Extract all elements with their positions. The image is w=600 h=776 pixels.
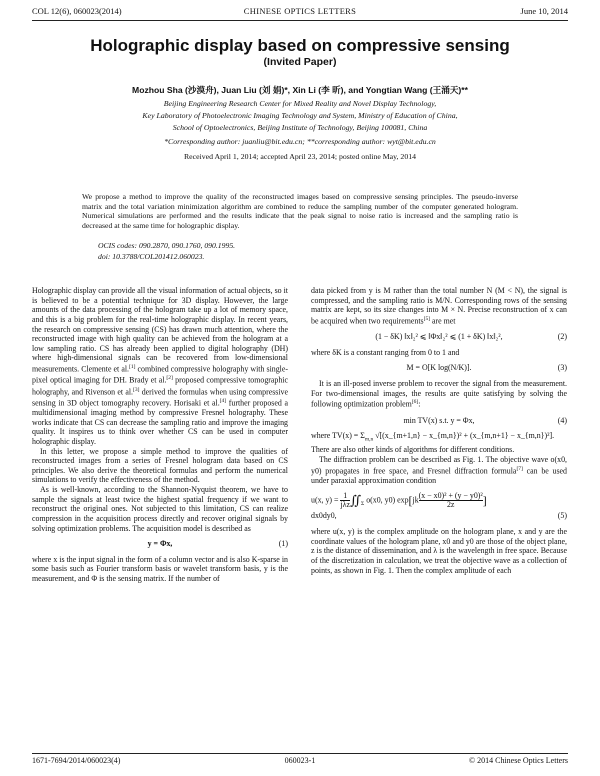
left-column xyxy=(32,286,288,584)
issn: 1671-7694/2014/060023(4) xyxy=(32,756,121,765)
corresponding-author: *Corresponding author: juanliu@bit.edu.cn; **corresponding author: wyt@bit.edu.cn xyxy=(164,137,436,146)
paragraph: where δK is a constant ranging from 0 to 1 and xyxy=(311,347,460,357)
paragraph: There are also other kinds of algorithms for different conditions. xyxy=(311,445,515,455)
paper-subtitle: (Invited Paper) xyxy=(263,56,337,68)
paragraph: In this letter, we propose a simple method to improve the qualities of reconstructed images from a series of Fresnel hologram data based on CS principles. We also derive the theoretical formulas and perform the numerical simulations to verify the effectiveness of the method. xyxy=(32,446,288,485)
journal-reference: COL 12(6), 060023(2014) xyxy=(32,6,122,16)
paper-title: Holographic display based on compressive sensing xyxy=(90,36,510,55)
header-rule xyxy=(32,20,568,21)
equation-2: (1 − δK) ‖x‖₂² ⩽ ‖Φx‖₂² ⩽ (1 + δK) ‖x‖₂², (2) xyxy=(375,332,567,342)
running-header xyxy=(32,6,568,20)
abstract-text: We propose a method to improve the quality of the reconstructed images based on compressive sensing principles. The pseudo-inverse matrix and the total variation minimization algorithm are combined to reduce the sampling number of the computer generated hologram. Numerical simulations are performed and the results indicate that the peak signal to noise ratio is increased and the sampling ratio is decreased at the same time for holographic display. xyxy=(82,192,518,231)
equation-number: (1) xyxy=(278,539,288,549)
author-list: Mozhou Sha (沙漠舟), Juan Liu (刘 娟)*, Xin Li (李 昕), and Yongtian Wang (王涌天)** xyxy=(132,85,468,95)
journal-name: CHINESE OPTICS LETTERS xyxy=(243,6,357,16)
received-dates: Received April 1, 2014; accepted April 23, 2014; posted online May, 2014 xyxy=(183,152,417,161)
running-footer xyxy=(32,756,568,768)
paragraph: where x is the input signal in the form of a column vector and is also K-sparse in some basis such as Fourier transform basis or wavelet transform basis, y is the measurement, and Φ is the sensing matrix. If the number of xyxy=(32,554,288,583)
citation[interactable]: [7] xyxy=(516,465,523,472)
paragraph: The diffraction problem can be described as Fig. 1. The objective wave o(x0, y0) propagates in free space, and Fresnel diffraction formula[7] can be used under paraxial approximation condition xyxy=(311,454,567,485)
citation[interactable]: [2] xyxy=(166,375,173,382)
citation[interactable]: [1] xyxy=(129,364,136,370)
equation-number: (4) xyxy=(557,415,567,425)
paragraph: It is an ill-posed inverse problem to recover the signal from the measurement. For two-dimensional images, the results are quite satisfying by solving the following optimization problem[6]: xyxy=(311,379,567,409)
citation[interactable]: [6] xyxy=(411,399,419,406)
equation-number: (2) xyxy=(557,332,567,342)
equation-1: y = Φx, (1) xyxy=(147,539,288,549)
equation-3: M = O[K log(N/K)]. (3) xyxy=(406,363,567,373)
citation[interactable]: [4] xyxy=(219,397,227,404)
affiliation-line: School of Optoelectronics, Beijing Institute of Technology, Beijing 100081, China xyxy=(172,123,428,132)
issue-date: June 10, 2014 xyxy=(520,6,568,16)
page-number: 060023-1 xyxy=(284,756,316,765)
footer-rule xyxy=(32,753,568,754)
right-column xyxy=(311,286,567,575)
doi: doi: 10.3788/COL201412.060023. xyxy=(98,252,205,261)
tv-definition: where $TV(x) = \Sigma_{m,n}$ √[(x_{m+1,n} − x_{m,n})² + (x_{m,n+1} − x_{m,n})²]. xyxy=(311,431,555,443)
ocis-codes: OCIS codes: 090.2870, 090.1760, 090.1995. xyxy=(98,241,236,250)
paragraph: Holographic display can provide all the visual information of actual objects, so it is believed to be a potential technique for 3D display. However, the large amounts of the data processing of the hologram take up a lot of memory space, and this is a big problem for the real-time holographic display. In recent years, the research on compressive sensing (CS) has drawn much attention, where the reconstructed image with high quality can be achieved from the hologram at a low sampling ratio. CS has already been applied to digital holography (DH) where high-dimensional signals can be recovered from low-dimensional measurements. Clemente et al.[1] combined compressive holography with single-pixel optical imaging for DH. Brady et al.[2] proposed compressive tomographic holography, and Rivenson et al.[3] derived the formulas when using compressive sensing in 3D object tomography recovery. Horisaki et al.[4] further proposed a multidimensional imaging method by compressive Fresnel holography. These works indicate that CS can decrease the sampling ratio and improve the imaging quality. It inspires us to think over whether CS can be used in computer holographic display. xyxy=(32,286,288,446)
paragraph: data picked from y is M rather than the total number N (M < N), the signal is compressed, and the sampling ratio is M/N. Corresponding rows of the sensing matrix are kept, so its size changes into M × N. Precise reconstruction of x can be acquired when two requirements[5] are met xyxy=(311,286,567,326)
equation-4: min TV(x) s.t. y = Φx, (4) xyxy=(403,415,567,425)
copyright: © 2014 Chinese Optics Letters xyxy=(469,756,568,765)
paragraph: As is well-known, according to the Shannon-Nyquist theorem, we have to sample the signals at least twice the highest spatial frequency if we want to reconstruct the original ones. Not subjected to this limitation, CS can realize compression in the acquisition process directly and recover original signals by solving optimization problems. The acquisition model is described as xyxy=(32,485,288,533)
equation-5: u(x, y) = 1 jλz $∬_\Sigma$ o(x0, y0) exp[jk $\frac{\text{(x − x0)² + (y − y0)²}}{2z}$ ] xyxy=(311,491,487,510)
affiliation-line: Key Laboratory of Photoelectronic Imaging Technology and System, Ministry of Education of China, xyxy=(142,111,458,120)
citation[interactable]: [3] xyxy=(133,386,140,393)
abstract xyxy=(82,192,518,231)
paragraph: where u(x, y) is the complex amplitude on the hologram plane, x and y are the coordinate values of the hologram plane, x0 and y0 are those of the object plane, z is the distance of dissemination, and λ is the wavelength in free space. Because of the discretization in calculation, we treat the objective wave as a collection of points, as shown in Fig. 1. Then the complex amplitude of each xyxy=(311,527,567,575)
affiliation-line: Beijing Engineering Research Center for Mixed Reality and Novel Display Technology, xyxy=(163,99,437,108)
citation[interactable]: [5] xyxy=(423,315,431,322)
equation-5-tail: dx0dy0, (5) xyxy=(311,511,567,521)
equation-number: (5) xyxy=(557,511,567,521)
equation-number: (3) xyxy=(557,363,567,373)
